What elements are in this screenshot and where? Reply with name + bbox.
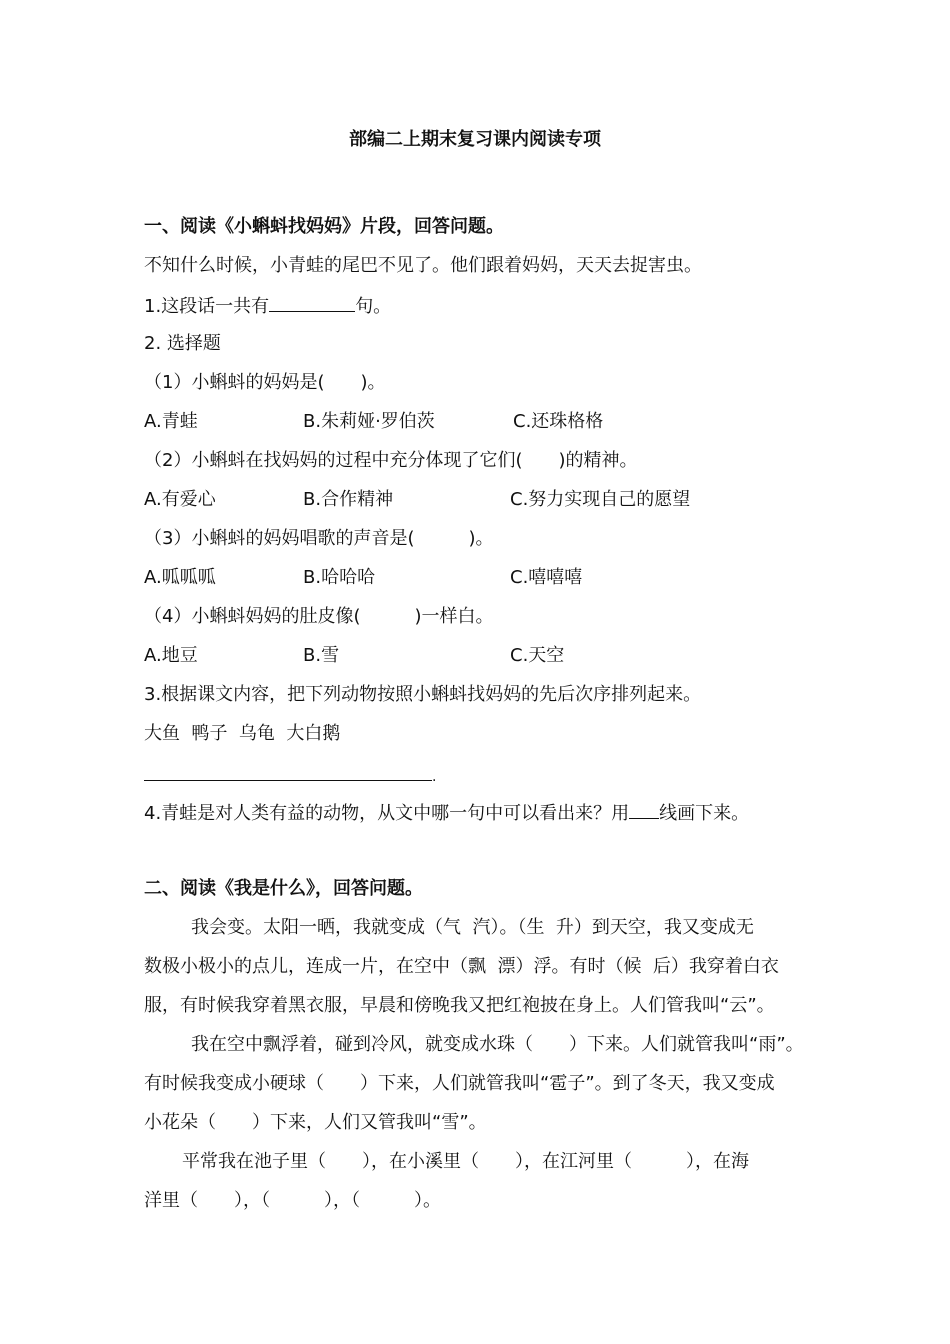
sub-question-3: （3）小蝌蚪的妈妈唱歌的声音是( )。 xyxy=(144,528,494,549)
sub-question-1: （1）小蝌蚪的妈妈是( )。 xyxy=(144,372,386,393)
option-c[interactable]: C.努力实现自己的愿望 xyxy=(510,489,691,510)
section1-heading: 一、阅读《小蝌蚪找妈妈》片段，回答问题。 xyxy=(144,216,504,237)
option-c[interactable]: C.嘻嘻嘻 xyxy=(510,567,583,588)
answer-blank[interactable] xyxy=(269,293,355,312)
animal-list: 大鱼 鸭子 乌龟 大白鹅 xyxy=(144,723,341,744)
passage-line: 洋里（ ），（ ），（ ）。 xyxy=(144,1190,441,1211)
question-4-text: 4.青蛙是对人类有益的动物，从文中哪一句中可以看出来？用 xyxy=(144,803,630,824)
answer-line[interactable] xyxy=(144,780,432,781)
question-1-text: 1.这段话一共有 xyxy=(144,296,270,317)
question-4-suffix: 线画下来。 xyxy=(659,803,750,824)
option-b[interactable]: B.哈哈哈 xyxy=(303,567,376,588)
page-title: 部编二上期末复习课内阅读专项 xyxy=(349,129,601,150)
passage-line: 有时候我变成小硬球（ ）下来，人们就管我叫“雹子”。到了冬天，我又变成 xyxy=(144,1073,775,1094)
option-a[interactable]: A.呱呱呱 xyxy=(144,567,216,588)
question-1-suffix: 句。 xyxy=(355,296,392,317)
passage-line: 我在空中飘浮着，碰到冷风，就变成水珠（ ）下来。人们就管我叫“雨”。 xyxy=(191,1034,804,1055)
answer-blank[interactable] xyxy=(629,800,659,819)
sub-question-2: （2）小蝌蚪在找妈妈的过程中充分体现了它们( )的精神。 xyxy=(144,450,638,471)
option-a[interactable]: A.有爱心 xyxy=(144,489,216,510)
option-b[interactable]: B.雪 xyxy=(303,645,340,666)
sub-question-4: （4）小蝌蚪妈妈的肚皮像( )一样白。 xyxy=(144,606,494,627)
option-b[interactable]: B.朱莉娅·罗伯茨 xyxy=(303,411,435,432)
option-c[interactable]: C.天空 xyxy=(510,645,565,666)
passage-line: 平常我在池子里（ ），在小溪里（ ），在江河里（ ），在海 xyxy=(182,1151,749,1172)
answer-line-end: . xyxy=(432,769,437,785)
section2-heading: 二、阅读《我是什么》，回答问题。 xyxy=(144,878,423,899)
question-3: 3.根据课文内容，把下列动物按照小蝌蚪找妈妈的先后次序排列起来。 xyxy=(144,684,702,705)
passage-line: 数极小极小的点儿，连成一片，在空中（飘 漂）浮。有时（候 后）我穿着白衣 xyxy=(144,956,779,977)
option-b[interactable]: B.合作精神 xyxy=(303,489,394,510)
passage-line: 小花朵（ ）下来，人们又管我叫“雪”。 xyxy=(144,1112,487,1133)
question-2: 2. 选择题 xyxy=(144,333,221,354)
option-c[interactable]: C.还珠格格 xyxy=(513,411,604,432)
passage-line: 服，有时候我穿着黑衣服，早晨和傍晚我又把红袍披在身上。人们管我叫“云”。 xyxy=(144,995,775,1016)
question-4 xyxy=(144,800,749,826)
option-a[interactable]: A.地豆 xyxy=(144,645,198,666)
option-a[interactable]: A.青蛙 xyxy=(144,411,198,432)
passage-line: 我会变。太阳一晒，我就变成（气 汽）。（生 升）到天空，我又变成无 xyxy=(191,917,754,938)
question-1 xyxy=(144,293,391,319)
section1-passage: 不知什么时候，小青蛙的尾巴不见了。他们跟着妈妈，天天去捉害虫。 xyxy=(144,255,702,276)
